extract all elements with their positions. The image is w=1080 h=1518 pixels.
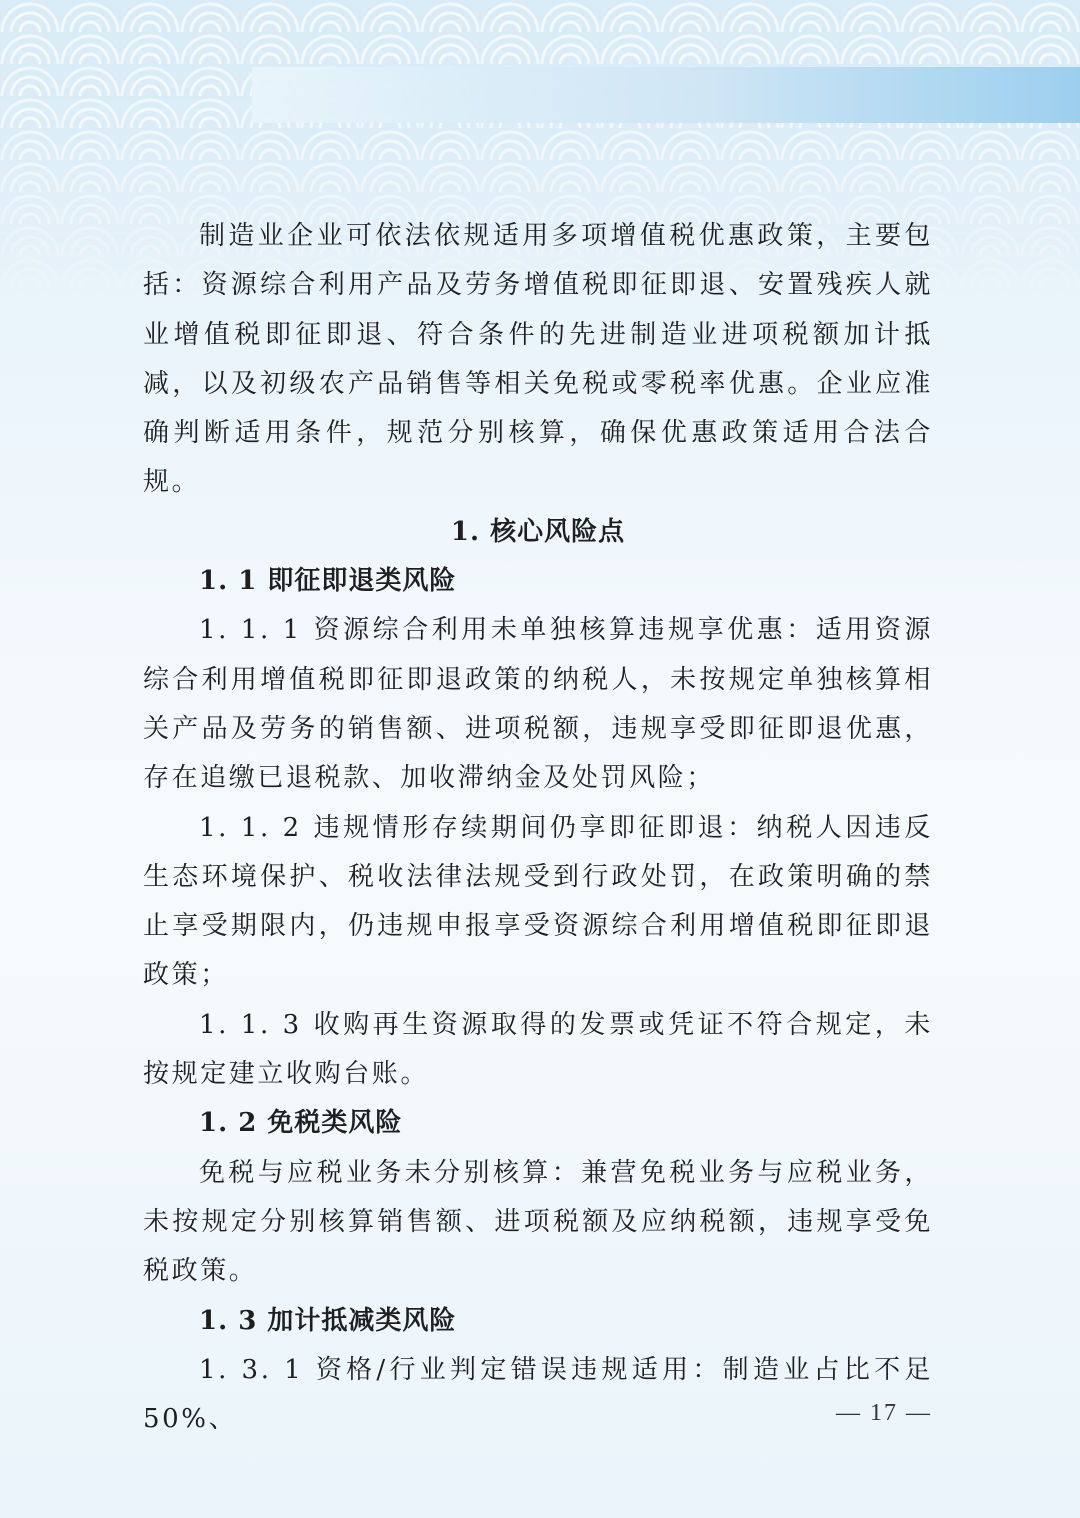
section-heading-1-3: 1. 3 加计抵减类风险 — [199, 1305, 457, 1336]
section-heading-1-1: 1. 1 即征即退类风险 — [199, 566, 457, 597]
paragraph-1-1-1: 1. 1. 1 资源综合利用未单独核算违规享优惠：适用资源综合利用增值税即征即退政策的纳税人，未按规定单独核算相关产品及劳务的销售额、进项税额，违规享受即征即退优惠，存在追缴已退税款、加收滞纳金及处罚风险； — [143, 615, 933, 794]
section-heading-1-2: 1. 2 免税类风险 — [199, 1108, 403, 1139]
section-heading-1: 1. 核心风险点 — [450, 516, 626, 547]
header-band — [252, 67, 1080, 123]
paragraph-1-1-3: 1. 1. 3 收购再生资源取得的发票或凭证不符合规定，未按规定建立收购台账。 — [143, 1009, 933, 1090]
page-number: — 17 — — [836, 1400, 932, 1426]
document-body — [143, 212, 933, 1444]
paragraph-1-2: 免税与应税业务未分别核算：兼营免税业务与应税业务，未按规定分别核算销售额、进项税额及应纳税额，违规享受免税政策。 — [143, 1157, 933, 1287]
intro-paragraph: 制造业企业可依法依规适用多项增值税优惠政策，主要包括：资源综合利用产品及劳务增值税即征即退、安置残疾人就业增值税即征即退、符合条件的先进制造业进项税额加计抵减，以及初级农产品销售等相关免税或零税率优惠。企业应准确判断适用条件，规范分别核算，确保优惠政策适用合法合规。 — [143, 221, 933, 498]
paragraph-1-3-1: 1. 3. 1 资格/行业判定错误违规适用：制造业占比不足 50%、 — [143, 1354, 933, 1435]
paragraph-1-1-2: 1. 1. 2 违规情形存续期间仍享即征即退：纳税人因违反生态环境保护、税收法律法规受到行政处罚，在政策明确的禁止享受期限内，仍违规申报享受资源综合利用增值税即征即退政策； — [143, 812, 933, 991]
